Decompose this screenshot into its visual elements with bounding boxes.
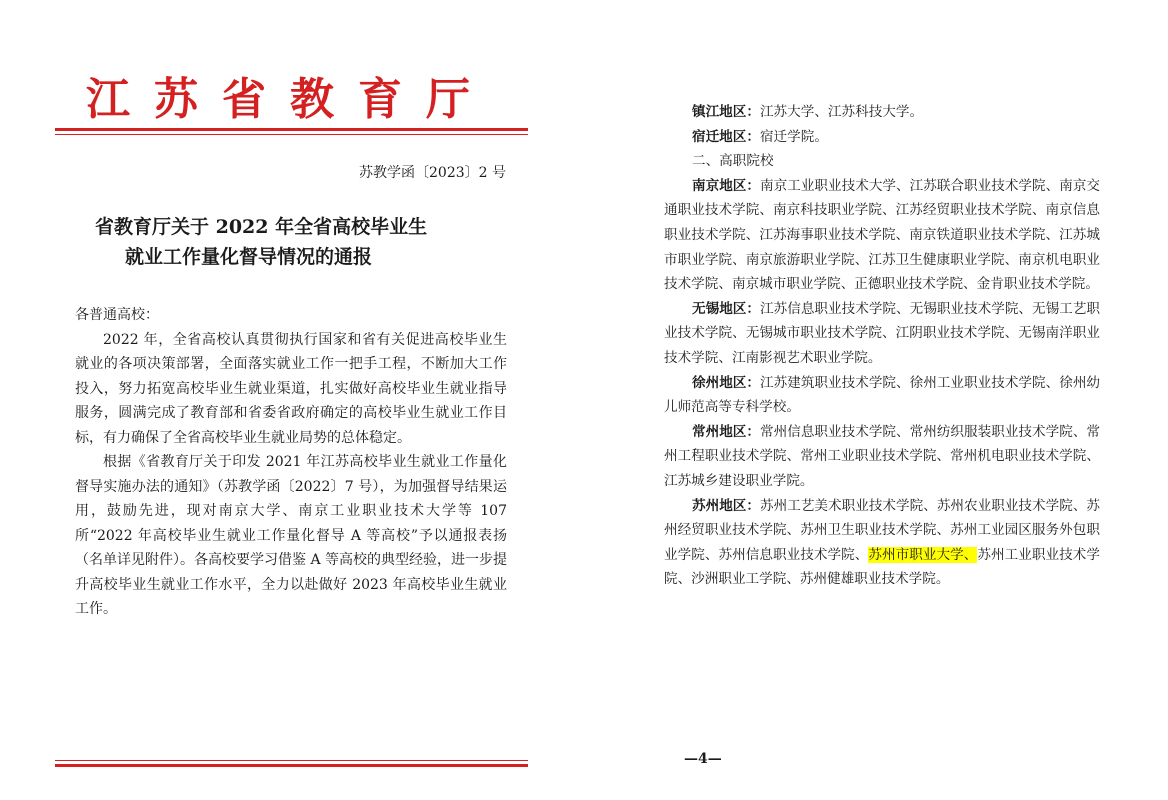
salutation: 各普通高校： (75, 307, 159, 323)
paragraph-1: 2022 年，全省高校认真贯彻执行国家和省有关促进高校毕业生就业的各项决策部署，全面落实就业工作一把手工程，不断加大工作投入，努力拓宽高校毕业生就业渠道，扎实做好高校毕业生就业指导服务，圆满完成了教育部和省委省政府确定的高校毕业生就业工作目标，有力确保了全省高校毕业生就业局势的总体稳定。 (75, 331, 507, 446)
school-list (664, 100, 1100, 592)
region-nanjing (664, 174, 1100, 297)
region-schools: 常州信息职业技术学院、常州纺织服装职业技术学院、常州工程职业技术学院、常州工业职业技术学院、常州机电职业技术学院、江苏城乡建设职业学院。 (664, 423, 1101, 489)
region-label: 镇江地区： (692, 104, 760, 120)
document-body (75, 303, 507, 622)
region-schools: 南京工业职业技术大学、江苏联合职业技术学院、南京交通职业技术学院、南京科技职业学院、江苏经贸职业技术学院、南京信息职业技术学院、江苏海事职业技术学院、南京铁道职业技术学院、江苏城市职业学院、南京旅游职业学院、江苏卫生健康职业学院、南京机电职业技术学院、南京城市职业学院、正德职业技术学院、金肯职业技术学院。 (664, 177, 1101, 293)
region-label: 徐州地区： (692, 374, 761, 391)
region-schools: 宿迁学院。 (759, 128, 828, 145)
region-label: 苏州地区： (692, 497, 761, 514)
region-schools: 江苏信息职业技术学院、无锡职业技术学院、无锡工艺职业技术学院、无锡城市职业技术学院、江阴职业技术学院、无锡南洋职业技术学院、江南影视艺术职业学院。 (664, 300, 1101, 366)
title-line-1: 省教育厅关于 2022 年全省高校毕业生 (95, 216, 428, 238)
region-xuzhou (664, 371, 1100, 420)
region-label: 宿迁地区： (692, 128, 760, 145)
region-schools: 苏州工艺美术职业技术学院、苏州农业职业技术学院、苏州经贸职业技术学院、苏州卫生职业技术学院、苏州工业园区服务外包职业学院、苏州信息职业技术学院、 (664, 497, 1101, 563)
region-label: 无锡地区： (692, 300, 761, 317)
region-changzhou (664, 420, 1100, 494)
region-zhenjiang (664, 100, 1100, 125)
document-title (95, 212, 515, 272)
letterhead-rule-thin (55, 134, 528, 135)
region-label: 常州地区： (692, 423, 761, 440)
footer-rule-thick (55, 764, 528, 767)
page-number: —4— (684, 751, 722, 767)
region-schools-rest: 苏州工业职业技术学院、沙洲职业工学院、苏州健雄职业技术学院。 (664, 546, 1101, 588)
section-heading: 二、高职院校 (692, 153, 774, 170)
paragraph-2: 根据《省教育厅关于印发 2021 年江苏高校毕业生就业工作量化督导实施办法的通知》（苏教学函〔2022〕7 号），为加强督导结果运用，鼓励先进，现对南京大学、南京工业职业技术大学等 107 所“2022 年高校毕业生就业工作量化督导 A 等高校”予以通报表扬（名单详见附件）。各高校要学习借鉴 A 等高校的典型经验，进一步提升高校毕业生就业工作水平，全力以赴做好 2023 年高校毕业生就业工作。 (75, 454, 508, 617)
letterhead-title: 江苏省教育厅 (86, 74, 494, 125)
letterhead-rule-thick (55, 128, 528, 131)
footer-rule-thin (55, 760, 528, 761)
right-page (584, 0, 1168, 800)
document-number: 苏教学函〔2023〕2 号 (359, 165, 506, 181)
region-suzhou (664, 494, 1100, 592)
region-schools: 江苏建筑职业技术学院、徐州工业职业技术学院、徐州幼儿师范高等专科学校。 (664, 374, 1101, 416)
region-schools: 江苏大学、江苏科技大学。 (759, 104, 924, 120)
region-label: 南京地区： (692, 177, 761, 194)
title-line-2: 就业工作量化督导情况的通报 (125, 246, 373, 268)
highlighted-school: 苏州市职业大学、 (868, 546, 978, 563)
region-wuxi (664, 297, 1100, 371)
region-suqian (664, 125, 1100, 150)
